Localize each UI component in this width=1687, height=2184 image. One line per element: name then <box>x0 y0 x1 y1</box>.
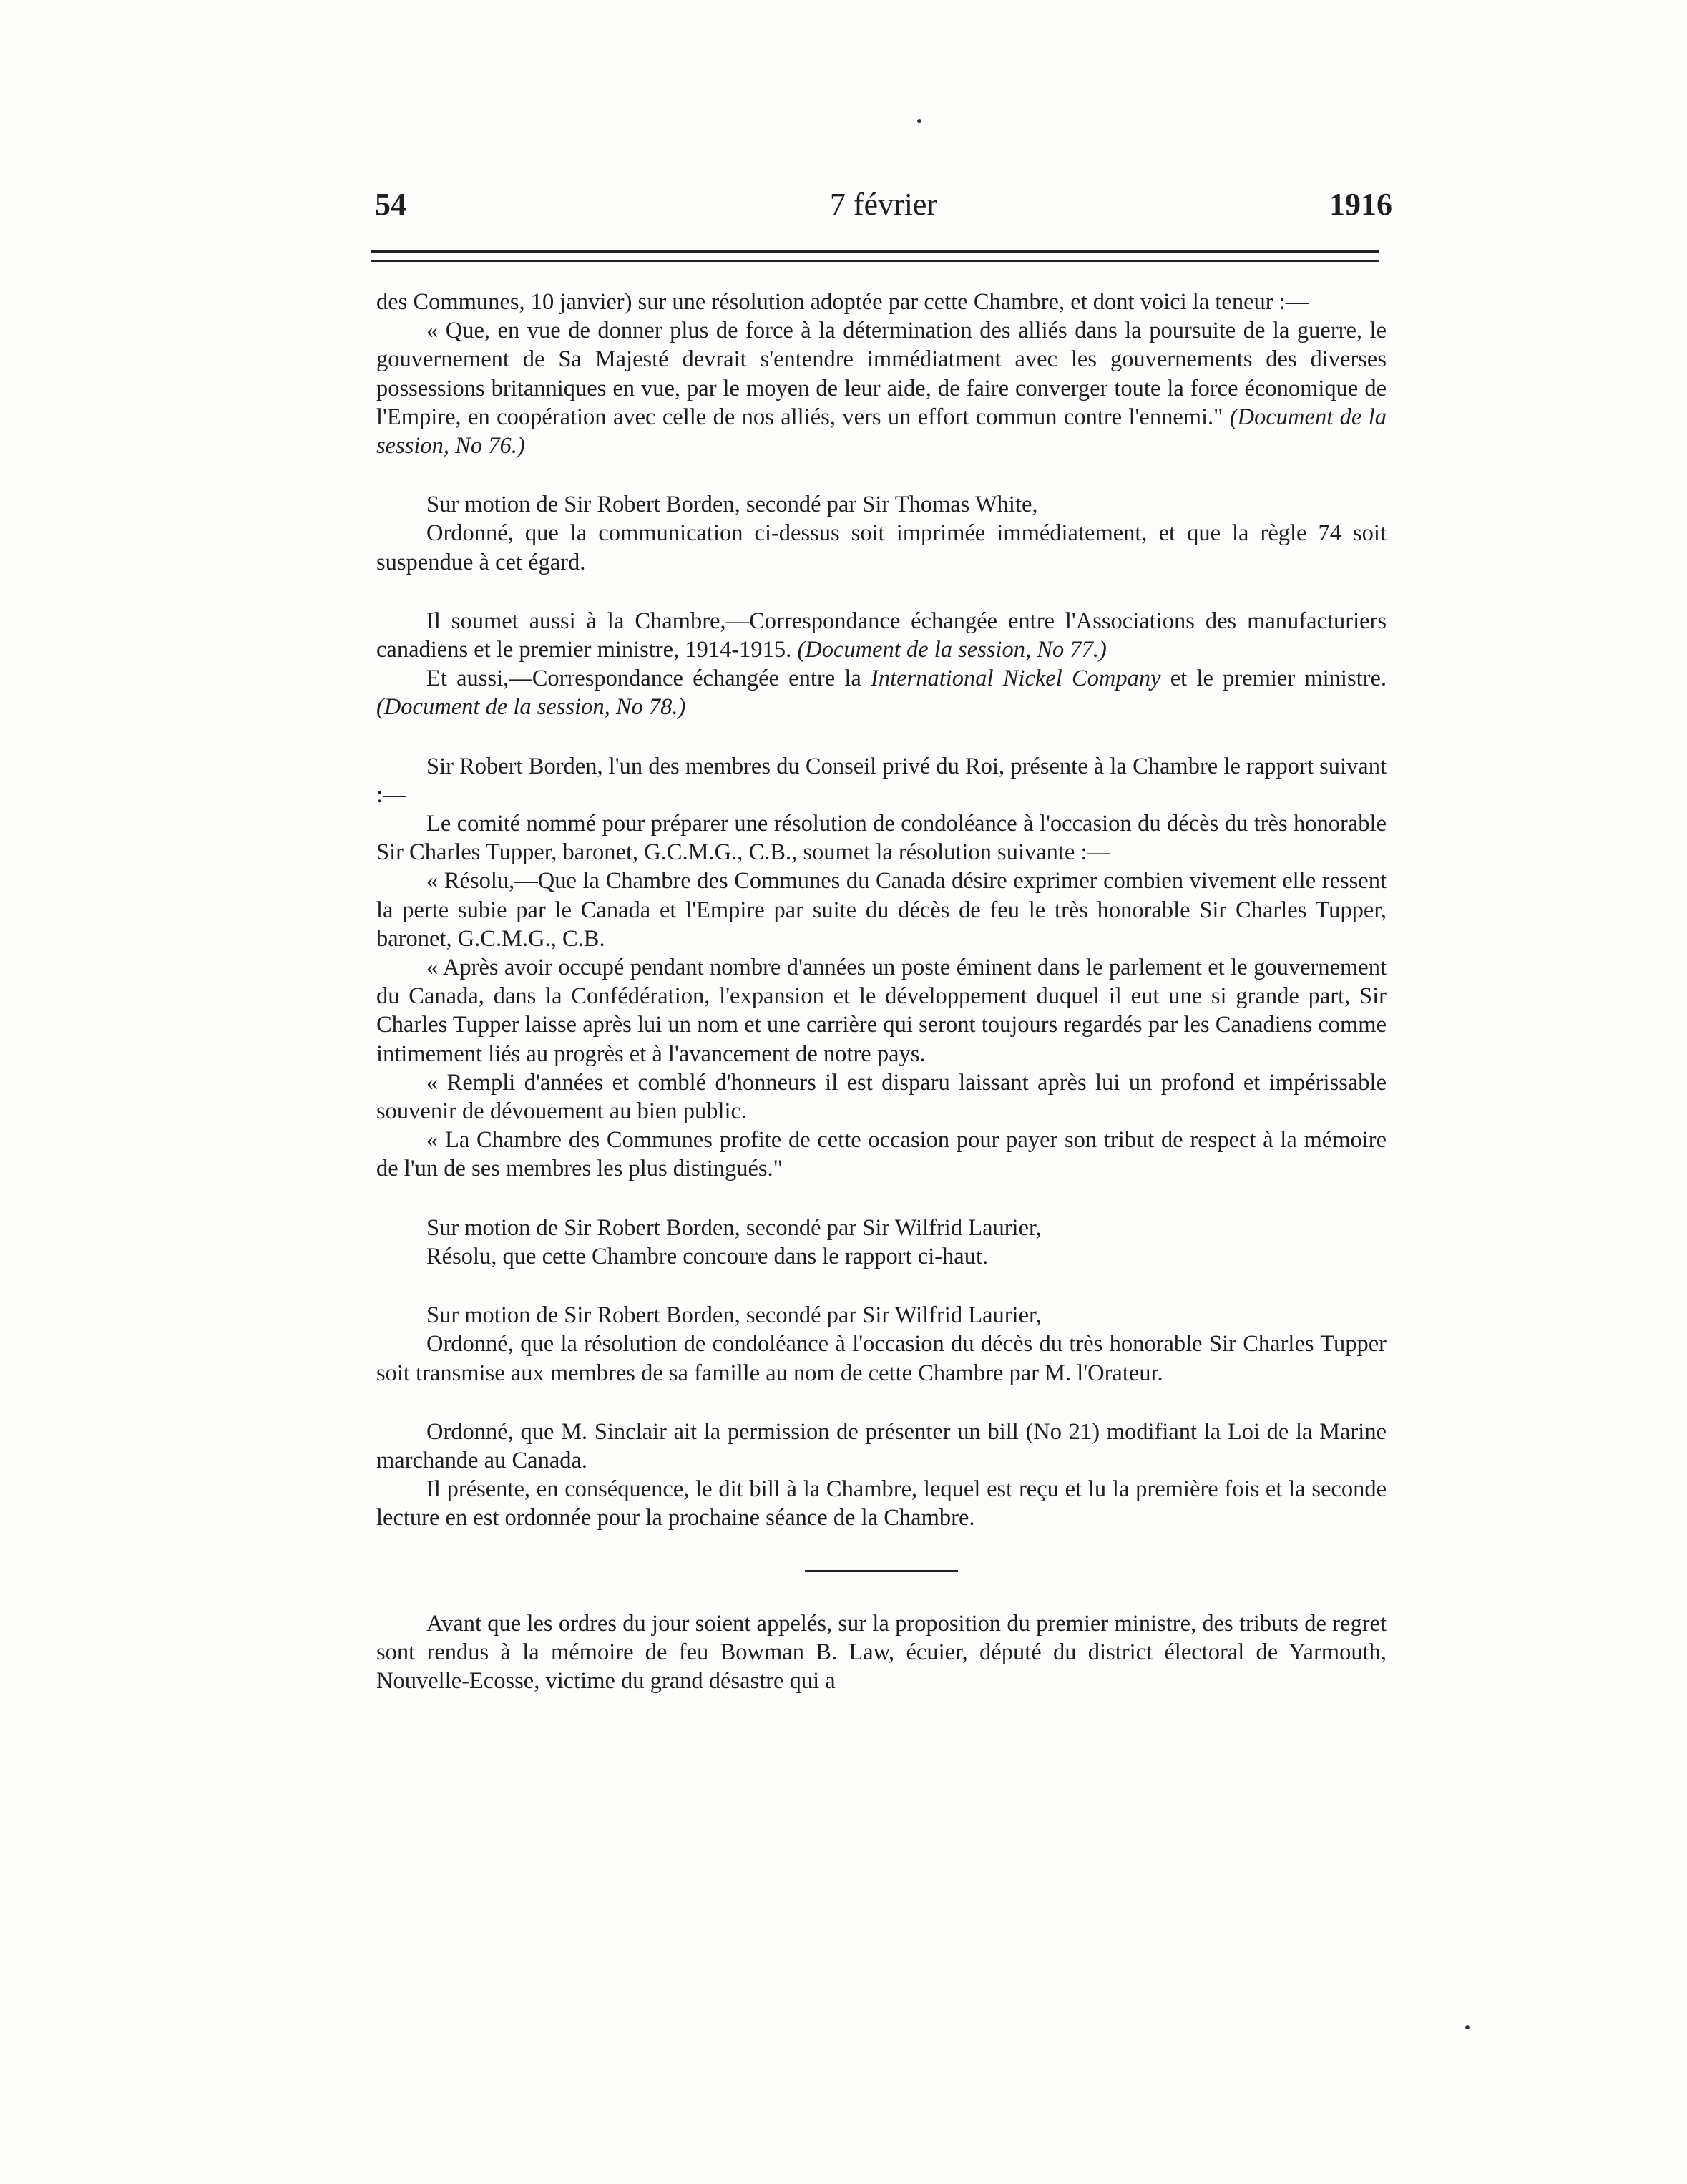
header-date: 7 février <box>829 187 938 222</box>
document-body <box>376 288 1387 1695</box>
committee-paragraph: Le comité nommé pour préparer une résolution de condoléance à l'occasion du décès du très honorable Sir Charles Tupper, baronet, G.C.M.G., C.B., soumet la résolution suivante :— <box>376 811 1387 866</box>
motion-paragraph: Sur motion de Sir Robert Borden, secondé par Sir Wilfrid Laurier, <box>426 1302 1042 1329</box>
resolution-paragraph: « Rempli d'années et comblé d'honneurs il est disparu laissant après lui un profond et impérissable souvenir de dévouement au bien public. <box>376 1069 1387 1125</box>
motion-paragraph: Sur motion de Sir Robert Borden, secondé par Sir Thomas White, <box>426 492 1038 518</box>
tabled-document-paragraph: Et aussi,—Correspondance échangée entre la International Nickel Company et le premier ministre. (Document de la session, No 78.) <box>376 666 1387 721</box>
print-speck <box>1465 2025 1470 2029</box>
bill-paragraph: Il présente, en conséquence, le dit bill à la Chambre, lequel est reçu et lu la première fois et la seconde lecture en est ordonnée pour la prochaine séance de la Chambre. <box>376 1476 1387 1531</box>
resolved-paragraph: Résolu, que cette Chambre concoure dans le rapport ci-haut. <box>426 1243 989 1269</box>
resolution-paragraph: « Après avoir occupé pendant nombre d'années un poste éminent dans le parlement et le gouvernement du Canada, dans la Confédération, l'expansion et le développement duquel il eut une si grande part, Sir Charles Tupper laisse après lui un nom et une carrière qui seront toujours regardés par les Canadiens comme intimement liés au progrès et à l'avancement de notre pays. <box>376 955 1387 1067</box>
header-year: 1916 <box>1329 187 1392 222</box>
page-header <box>375 180 1392 230</box>
header-double-rule <box>371 250 1379 262</box>
report-intro-paragraph: Sir Robert Borden, l'un des membres du Conseil privé du Roi, présente à la Chambre le rapport suivant :— <box>376 753 1387 808</box>
section-divider <box>805 1570 958 1572</box>
motion-paragraph: Sur motion de Sir Robert Borden, secondé par Sir Wilfrid Laurier, <box>426 1214 1042 1241</box>
order-paragraph: Ordonné, que la communication ci-dessus soit imprimée immédiatement, et que la règle 74 soit suspendue à cet égard. <box>376 520 1387 575</box>
orders-of-day-paragraph: Avant que les ordres du jour soient appelés, sur la proposition du premier ministre, des tributs de regret sont rendus à la mémoire de feu Bowman B. Law, écuier, député du district électoral de Yarmouth, Nouvelle-Ecosse, victime du grand désastre qui a <box>376 1610 1387 1694</box>
tabled-document-paragraph: Il soumet aussi à la Chambre,—Correspondance échangée entre l'Associations des manufacturiers canadiens et le premier ministre, 1914-1915. (Document de la session, No 77.) <box>376 608 1387 663</box>
print-speck <box>917 119 921 123</box>
order-paragraph: Ordonné, que la résolution de condoléance à l'occasion du décès du très honorable Sir Charles Tupper soit transmise aux membres de sa famille au nom de cette Chambre par M. l'Orateur. <box>376 1331 1387 1386</box>
quoted-resolution: « Que, en vue de donner plus de force à la détermination des alliés dans la poursuite de la guerre, le gouvernement de Sa Majesté devrait s'entendre immédiatment avec les gouvernements des diverses possessions britanniques en vue, par le moyen de leur aide, de faire converger toute la force économique de l'Empire, en coopération avec celle de nos alliés, vers un effort commun contre l'ennemi." (Document de la session, No 76.) <box>376 318 1387 459</box>
page-number: 54 <box>375 187 406 222</box>
resolution-paragraph: « Résolu,—Que la Chambre des Communes du Canada désire exprimer combien vivement elle ressent la perte subie par le Canada et l'Empire par suite du décès de feu le très honorable Sir Charles Tupper, baronet, G.C.M.G., C.B. <box>376 868 1387 952</box>
resolution-paragraph: « La Chambre des Communes profite de cette occasion pour payer son tribut de respect à la mémoire de l'un de ses membres les plus distingués." <box>376 1127 1387 1182</box>
paragraph-continuation: des Communes, 10 janvier) sur une résolution adoptée par cette Chambre, et dont voici la teneur :— <box>376 289 1309 315</box>
order-paragraph: Ordonné, que M. Sinclair ait la permission de présenter un bill (No 21) modifiant la Loi de la Marine marchande au Canada. <box>376 1418 1387 1473</box>
